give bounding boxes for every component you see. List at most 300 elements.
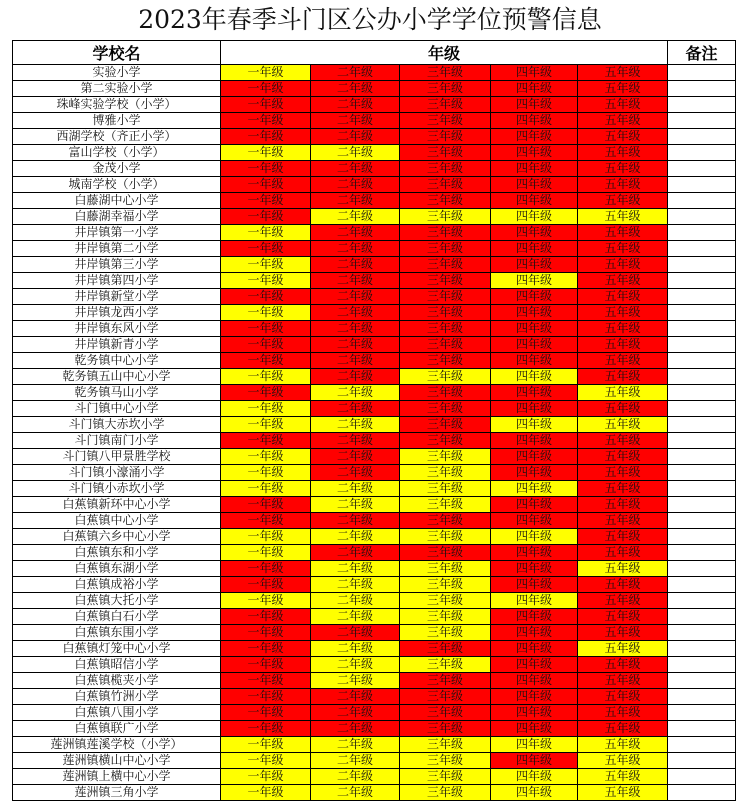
grade-status-cell: 四年级 [491, 81, 578, 97]
grade-status-cell: 四年级 [491, 113, 578, 129]
grade-status-cell: 五年级 [578, 177, 668, 193]
grade-status-cell: 五年级 [578, 129, 668, 145]
grade-status-cell: 二年级 [311, 465, 400, 481]
note-cell [668, 593, 736, 609]
school-name-cell: 井岸镇新堂小学 [13, 289, 221, 305]
grade-status-cell: 二年级 [311, 209, 400, 225]
school-name-cell: 井岸镇第三小学 [13, 257, 221, 273]
grade-status-cell: 三年级 [400, 673, 491, 689]
grade-status-cell: 三年级 [400, 497, 491, 513]
grade-status-cell: 四年级 [491, 401, 578, 417]
school-name-cell: 白蕉镇白石小学 [13, 609, 221, 625]
table-row [13, 289, 736, 305]
school-name-cell: 西湖学校（齐正小学） [13, 129, 221, 145]
grade-status-cell: 二年级 [311, 545, 400, 561]
grade-status-cell: 二年级 [311, 193, 400, 209]
table-row [13, 337, 736, 353]
school-name-cell: 白蕉镇东和小学 [13, 545, 221, 561]
note-cell [668, 417, 736, 433]
grade-status-cell: 二年级 [311, 737, 400, 753]
table-row [13, 369, 736, 385]
grade-status-cell: 一年级 [221, 65, 311, 81]
note-cell [668, 257, 736, 273]
grade-status-cell: 三年级 [400, 641, 491, 657]
grade-status-cell: 五年级 [578, 737, 668, 753]
table-row [13, 113, 736, 129]
grade-status-cell: 五年级 [578, 305, 668, 321]
grade-status-cell: 四年级 [491, 449, 578, 465]
school-name-cell: 斗门镇小赤坎小学 [13, 481, 221, 497]
grade-status-cell: 三年级 [400, 705, 491, 721]
grade-status-cell: 五年级 [578, 593, 668, 609]
school-name-cell: 莲洲镇三角小学 [13, 785, 221, 801]
grade-status-cell: 三年级 [400, 257, 491, 273]
grade-status-cell: 四年级 [491, 305, 578, 321]
grade-status-cell: 一年级 [221, 337, 311, 353]
note-cell [668, 241, 736, 257]
grade-status-cell: 二年级 [311, 497, 400, 513]
table-row [13, 561, 736, 577]
grade-status-cell: 三年级 [400, 305, 491, 321]
grade-status-cell: 二年级 [311, 785, 400, 801]
grade-status-cell: 一年级 [221, 513, 311, 529]
table-row [13, 785, 736, 801]
note-cell [668, 65, 736, 81]
grade-status-cell: 三年级 [400, 593, 491, 609]
grade-status-cell: 一年级 [221, 161, 311, 177]
grade-status-cell: 四年级 [491, 65, 578, 81]
grade-status-cell: 四年级 [491, 545, 578, 561]
note-cell [668, 609, 736, 625]
note-cell [668, 689, 736, 705]
grade-status-cell: 五年级 [578, 209, 668, 225]
school-name-cell: 博雅小学 [13, 113, 221, 129]
school-name-cell: 白蕉镇东湖小学 [13, 561, 221, 577]
note-cell [668, 561, 736, 577]
school-name-cell: 白蕉镇成裕小学 [13, 577, 221, 593]
table-row [13, 737, 736, 753]
school-name-cell: 乾务镇中心小学 [13, 353, 221, 369]
grade-status-cell: 一年级 [221, 401, 311, 417]
grade-status-cell: 二年级 [311, 81, 400, 97]
school-name-cell: 斗门镇八甲景胜学校 [13, 449, 221, 465]
table-row [13, 385, 736, 401]
grade-status-cell: 五年级 [578, 641, 668, 657]
note-cell [668, 721, 736, 737]
header-grade: 年级 [221, 41, 668, 65]
grade-status-cell: 二年级 [311, 721, 400, 737]
table-row [13, 545, 736, 561]
table-row [13, 241, 736, 257]
school-name-cell: 白蕉镇新环中心小学 [13, 497, 221, 513]
note-cell [668, 641, 736, 657]
note-cell [668, 81, 736, 97]
note-cell [668, 465, 736, 481]
note-cell [668, 353, 736, 369]
grade-status-cell: 一年级 [221, 625, 311, 641]
table-row [13, 497, 736, 513]
grade-status-cell: 一年级 [221, 465, 311, 481]
table-row [13, 433, 736, 449]
note-cell [668, 625, 736, 641]
note-cell [668, 657, 736, 673]
grade-status-cell: 二年级 [311, 561, 400, 577]
grade-status-cell: 四年级 [491, 737, 578, 753]
school-name-cell: 白蕉镇竹洲小学 [13, 689, 221, 705]
grade-status-cell: 一年级 [221, 705, 311, 721]
grade-status-cell: 三年级 [400, 273, 491, 289]
grade-status-cell: 五年级 [578, 705, 668, 721]
grade-status-cell: 五年级 [578, 577, 668, 593]
table-row [13, 273, 736, 289]
school-name-cell: 白蕉镇大托小学 [13, 593, 221, 609]
school-name-cell: 乾务镇马山小学 [13, 385, 221, 401]
grade-status-cell: 三年级 [400, 625, 491, 641]
grade-status-cell: 三年级 [400, 241, 491, 257]
school-name-cell: 白蕉镇联广小学 [13, 721, 221, 737]
grade-status-cell: 四年级 [491, 209, 578, 225]
table-row [13, 657, 736, 673]
grade-status-cell: 四年级 [491, 193, 578, 209]
grade-status-cell: 四年级 [491, 321, 578, 337]
grade-status-cell: 五年级 [578, 241, 668, 257]
school-name-cell: 井岸镇第一小学 [13, 225, 221, 241]
grade-status-cell: 五年级 [578, 337, 668, 353]
grade-status-cell: 五年级 [578, 625, 668, 641]
school-name-cell: 白藤湖中心小学 [13, 193, 221, 209]
table-row [13, 129, 736, 145]
grade-status-cell: 五年级 [578, 785, 668, 801]
grade-status-cell: 三年级 [400, 609, 491, 625]
grade-status-cell: 三年级 [400, 369, 491, 385]
table-row [13, 401, 736, 417]
grade-status-cell: 一年级 [221, 241, 311, 257]
grade-status-cell: 二年级 [311, 65, 400, 81]
grade-status-cell: 一年级 [221, 609, 311, 625]
grade-status-cell: 一年级 [221, 689, 311, 705]
grade-status-cell: 一年级 [221, 753, 311, 769]
grade-status-cell: 一年级 [221, 449, 311, 465]
grade-status-cell: 五年级 [578, 225, 668, 241]
note-cell [668, 321, 736, 337]
grade-status-cell: 五年级 [578, 273, 668, 289]
grade-status-cell: 一年级 [221, 225, 311, 241]
table-row [13, 177, 736, 193]
grade-status-cell: 三年级 [400, 129, 491, 145]
note-cell [668, 209, 736, 225]
grade-status-cell: 二年级 [311, 433, 400, 449]
school-name-cell: 斗门镇中心小学 [13, 401, 221, 417]
note-cell [668, 113, 736, 129]
grade-status-cell: 一年级 [221, 417, 311, 433]
grade-status-cell: 一年级 [221, 209, 311, 225]
grade-status-cell: 三年级 [400, 177, 491, 193]
table-row [13, 449, 736, 465]
grade-status-cell: 四年级 [491, 353, 578, 369]
grade-status-cell: 二年级 [311, 273, 400, 289]
grade-status-cell: 五年级 [578, 81, 668, 97]
table-row [13, 465, 736, 481]
table-row [13, 481, 736, 497]
grade-status-cell: 五年级 [578, 193, 668, 209]
warning-table [12, 40, 736, 801]
grade-status-cell: 二年级 [311, 625, 400, 641]
grade-status-cell: 四年级 [491, 561, 578, 577]
grade-status-cell: 三年级 [400, 481, 491, 497]
grade-status-cell: 三年级 [400, 145, 491, 161]
grade-status-cell: 二年级 [311, 657, 400, 673]
note-cell [668, 161, 736, 177]
grade-status-cell: 二年级 [311, 225, 400, 241]
grade-status-cell: 四年级 [491, 337, 578, 353]
grade-status-cell: 四年级 [491, 465, 578, 481]
grade-status-cell: 四年级 [491, 769, 578, 785]
grade-status-cell: 二年级 [311, 513, 400, 529]
note-cell [668, 737, 736, 753]
grade-status-cell: 三年级 [400, 97, 491, 113]
grade-status-cell: 四年级 [491, 369, 578, 385]
grade-status-cell: 一年级 [221, 81, 311, 97]
grade-status-cell: 五年级 [578, 609, 668, 625]
header-school: 学校名 [13, 41, 221, 65]
grade-status-cell: 三年级 [400, 753, 491, 769]
grade-status-cell: 二年级 [311, 385, 400, 401]
grade-status-cell: 五年级 [578, 433, 668, 449]
grade-status-cell: 二年级 [311, 689, 400, 705]
note-cell [668, 673, 736, 689]
grade-status-cell: 三年级 [400, 465, 491, 481]
school-name-cell: 井岸镇东风小学 [13, 321, 221, 337]
grade-status-cell: 一年级 [221, 545, 311, 561]
grade-status-cell: 五年级 [578, 385, 668, 401]
grade-status-cell: 一年级 [221, 433, 311, 449]
table-row [13, 593, 736, 609]
grade-status-cell: 四年级 [491, 433, 578, 449]
grade-status-cell: 二年级 [311, 769, 400, 785]
grade-status-cell: 五年级 [578, 353, 668, 369]
note-cell [668, 449, 736, 465]
note-cell [668, 193, 736, 209]
grade-status-cell: 二年级 [311, 161, 400, 177]
table-row [13, 321, 736, 337]
grade-status-cell: 一年级 [221, 113, 311, 129]
note-cell [668, 497, 736, 513]
grade-status-cell: 一年级 [221, 657, 311, 673]
grade-status-cell: 一年级 [221, 369, 311, 385]
school-name-cell: 白蕉镇昭信小学 [13, 657, 221, 673]
note-cell [668, 177, 736, 193]
grade-status-cell: 四年级 [491, 673, 578, 689]
table-row [13, 305, 736, 321]
grade-status-cell: 一年级 [221, 129, 311, 145]
grade-status-cell: 三年级 [400, 721, 491, 737]
grade-status-cell: 三年级 [400, 737, 491, 753]
grade-status-cell: 一年级 [221, 257, 311, 273]
grade-status-cell: 五年级 [578, 753, 668, 769]
table-row [13, 161, 736, 177]
grade-status-cell: 二年级 [311, 241, 400, 257]
grade-status-cell: 三年级 [400, 113, 491, 129]
table-row [13, 193, 736, 209]
grade-status-cell: 四年级 [491, 721, 578, 737]
table-row [13, 417, 736, 433]
grade-status-cell: 一年级 [221, 97, 311, 113]
grade-status-cell: 五年级 [578, 417, 668, 433]
grade-status-cell: 五年级 [578, 497, 668, 513]
grade-status-cell: 三年级 [400, 161, 491, 177]
grade-status-cell: 二年级 [311, 289, 400, 305]
grade-status-cell: 一年级 [221, 497, 311, 513]
table-row [13, 625, 736, 641]
grade-status-cell: 三年级 [400, 769, 491, 785]
grade-status-cell: 二年级 [311, 129, 400, 145]
grade-status-cell: 四年级 [491, 177, 578, 193]
table-row [13, 65, 736, 81]
note-cell [668, 145, 736, 161]
grade-status-cell: 四年级 [491, 481, 578, 497]
grade-status-cell: 三年级 [400, 289, 491, 305]
grade-status-cell: 二年级 [311, 529, 400, 545]
grade-status-cell: 二年级 [311, 353, 400, 369]
grade-status-cell: 一年级 [221, 385, 311, 401]
grade-status-cell: 五年级 [578, 449, 668, 465]
grade-status-cell: 五年级 [578, 721, 668, 737]
school-name-cell: 白藤湖幸福小学 [13, 209, 221, 225]
table-row [13, 577, 736, 593]
grade-status-cell: 五年级 [578, 65, 668, 81]
note-cell [668, 577, 736, 593]
grade-status-cell: 五年级 [578, 113, 668, 129]
grade-status-cell: 五年级 [578, 321, 668, 337]
grade-status-cell: 一年级 [221, 785, 311, 801]
grade-status-cell: 二年级 [311, 369, 400, 385]
grade-status-cell: 一年级 [221, 673, 311, 689]
grade-status-cell: 一年级 [221, 721, 311, 737]
school-name-cell: 莲洲镇莲溪学校（小学） [13, 737, 221, 753]
grade-status-cell: 四年级 [491, 593, 578, 609]
grade-status-cell: 一年级 [221, 593, 311, 609]
table-row [13, 721, 736, 737]
school-name-cell: 白蕉镇中心小学 [13, 513, 221, 529]
grade-status-cell: 一年级 [221, 177, 311, 193]
grade-status-cell: 二年级 [311, 305, 400, 321]
grade-status-cell: 二年级 [311, 753, 400, 769]
grade-status-cell: 三年级 [400, 193, 491, 209]
note-cell [668, 513, 736, 529]
table-row [13, 97, 736, 113]
header-row [13, 41, 736, 65]
grade-status-cell: 三年级 [400, 353, 491, 369]
school-name-cell: 城南学校（小学） [13, 177, 221, 193]
grade-status-cell: 四年级 [491, 145, 578, 161]
grade-status-cell: 三年级 [400, 81, 491, 97]
grade-status-cell: 二年级 [311, 705, 400, 721]
grade-status-cell: 五年级 [578, 289, 668, 305]
table-row [13, 641, 736, 657]
grade-status-cell: 三年级 [400, 209, 491, 225]
grade-status-cell: 二年级 [311, 481, 400, 497]
note-cell [668, 369, 736, 385]
grade-status-cell: 二年级 [311, 177, 400, 193]
school-name-cell: 白蕉镇八围小学 [13, 705, 221, 721]
grade-status-cell: 二年级 [311, 337, 400, 353]
grade-status-cell: 一年级 [221, 481, 311, 497]
note-cell [668, 481, 736, 497]
grade-status-cell: 五年级 [578, 769, 668, 785]
table-row [13, 673, 736, 689]
school-name-cell: 莲洲镇横山中心小学 [13, 753, 221, 769]
grade-status-cell: 三年级 [400, 513, 491, 529]
grade-status-cell: 二年级 [311, 641, 400, 657]
grade-status-cell: 五年级 [578, 673, 668, 689]
note-cell [668, 385, 736, 401]
grade-status-cell: 五年级 [578, 465, 668, 481]
school-name-cell: 斗门镇大赤坎小学 [13, 417, 221, 433]
grade-status-cell: 三年级 [400, 401, 491, 417]
grade-status-cell: 一年级 [221, 145, 311, 161]
grade-status-cell: 五年级 [578, 145, 668, 161]
table-row [13, 145, 736, 161]
grade-status-cell: 四年级 [491, 641, 578, 657]
table-row [13, 209, 736, 225]
school-name-cell: 井岸镇第四小学 [13, 273, 221, 289]
grade-status-cell: 一年级 [221, 321, 311, 337]
note-cell [668, 529, 736, 545]
header-note: 备注 [668, 41, 736, 65]
grade-status-cell: 二年级 [311, 97, 400, 113]
grade-status-cell: 四年级 [491, 625, 578, 641]
school-name-cell: 珠峰实验学校（小学） [13, 97, 221, 113]
grade-status-cell: 四年级 [491, 97, 578, 113]
grade-status-cell: 三年级 [400, 785, 491, 801]
grade-status-cell: 三年级 [400, 321, 491, 337]
grade-status-cell: 四年级 [491, 257, 578, 273]
note-cell [668, 401, 736, 417]
grade-status-cell: 五年级 [578, 545, 668, 561]
table-row [13, 513, 736, 529]
table-row [13, 609, 736, 625]
grade-status-cell: 四年级 [491, 161, 578, 177]
school-name-cell: 白蕉镇榄夹小学 [13, 673, 221, 689]
grade-status-cell: 五年级 [578, 257, 668, 273]
grade-status-cell: 三年级 [400, 657, 491, 673]
grade-status-cell: 四年级 [491, 241, 578, 257]
grade-status-cell: 三年级 [400, 385, 491, 401]
grade-status-cell: 四年级 [491, 129, 578, 145]
grade-status-cell: 五年级 [578, 481, 668, 497]
school-name-cell: 井岸镇第二小学 [13, 241, 221, 257]
grade-status-cell: 五年级 [578, 97, 668, 113]
school-name-cell: 第二实验小学 [13, 81, 221, 97]
table-row [13, 225, 736, 241]
grade-status-cell: 三年级 [400, 529, 491, 545]
grade-status-cell: 二年级 [311, 257, 400, 273]
grade-status-cell: 五年级 [578, 657, 668, 673]
grade-status-cell: 三年级 [400, 65, 491, 81]
grade-status-cell: 二年级 [311, 113, 400, 129]
grade-status-cell: 四年级 [491, 577, 578, 593]
grade-status-cell: 三年级 [400, 449, 491, 465]
school-name-cell: 乾务镇五山中心小学 [13, 369, 221, 385]
school-name-cell: 富山学校（小学） [13, 145, 221, 161]
grade-status-cell: 三年级 [400, 337, 491, 353]
table-row [13, 529, 736, 545]
grade-status-cell: 二年级 [311, 145, 400, 161]
grade-status-cell: 二年级 [311, 449, 400, 465]
note-cell [668, 305, 736, 321]
grade-status-cell: 四年级 [491, 529, 578, 545]
grade-status-cell: 一年级 [221, 529, 311, 545]
